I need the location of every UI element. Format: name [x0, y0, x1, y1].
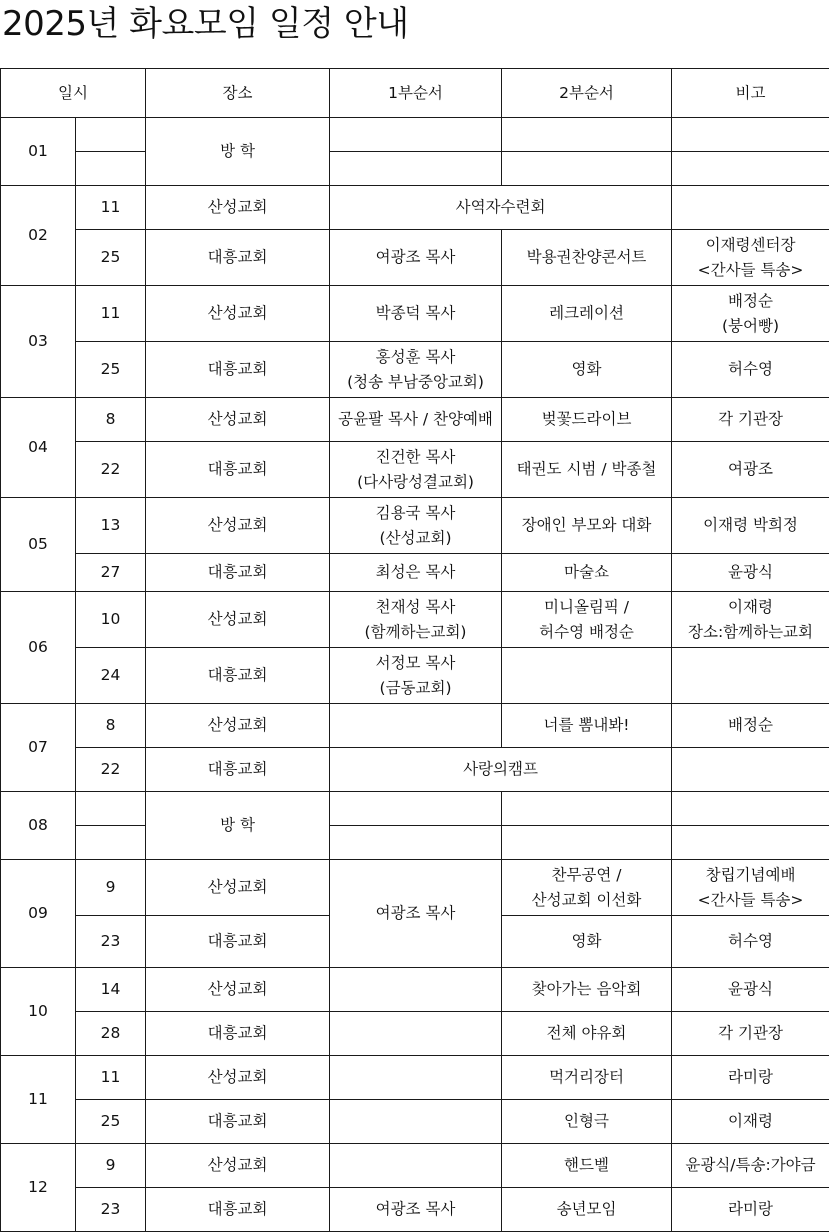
month-cell: 11 — [1, 1056, 76, 1144]
month-cell: 01 — [1, 118, 76, 186]
order2-cell-line: 송년모임 — [502, 1197, 671, 1222]
day-cell: 25 — [76, 1100, 146, 1144]
note-cell-line: 배정순 — [672, 713, 829, 738]
order1-cell-line: 서정모 목사 — [330, 651, 501, 676]
order2-cell-line: 장애인 부모와 대화 — [502, 513, 671, 538]
order2-cell — [502, 860, 672, 916]
order1-cell-line: (청송 부남중앙교회) — [330, 370, 501, 395]
page-title: 2025년 화요모임 일정 안내 — [2, 2, 409, 46]
place-cell: 대흥교회 — [146, 554, 330, 592]
note-cell-line: 이재령 박희정 — [672, 513, 829, 538]
table-row — [1, 792, 829, 826]
order1-cell — [330, 648, 502, 704]
order1-cell-line: 박종덕 목사 — [330, 301, 501, 326]
table-row — [1, 554, 829, 592]
order1-cell-line: 천재성 목사 — [330, 595, 501, 620]
order2-cell — [502, 648, 672, 704]
order2-cell-line: 찾아가는 음악회 — [502, 977, 671, 1002]
vacation-cell: 방 학 — [146, 118, 330, 186]
note-cell — [672, 1188, 829, 1232]
place-cell: 산성교회 — [146, 860, 330, 916]
month-cell: 06 — [1, 592, 76, 704]
schedule-table — [0, 68, 829, 1232]
order1-cell — [330, 286, 502, 342]
note-cell — [672, 792, 829, 826]
table-row — [1, 286, 829, 342]
merged-program-cell: 사랑의캠프 — [330, 748, 672, 792]
note-cell-line: 윤광식/특송:가야금 — [672, 1153, 829, 1178]
note-cell-line: <간사들 특송> — [672, 258, 829, 283]
place-cell: 대흥교회 — [146, 648, 330, 704]
day-cell — [76, 792, 146, 826]
day-cell: 9 — [76, 1144, 146, 1188]
order2-cell-line: 찬무공연 / — [502, 863, 671, 888]
note-cell — [672, 1144, 829, 1188]
order2-cell — [502, 342, 672, 398]
order2-cell-line: 너를 뽐내봐! — [502, 713, 671, 738]
order2-cell — [502, 916, 672, 968]
order1-cell-line: 최성은 목사 — [330, 560, 501, 585]
note-cell — [672, 230, 829, 286]
day-cell: 22 — [76, 748, 146, 792]
order2-cell — [502, 230, 672, 286]
note-cell — [672, 398, 829, 442]
table-row — [1, 1056, 829, 1100]
table-row — [1, 152, 829, 186]
note-cell — [672, 748, 829, 792]
order1-cell — [330, 398, 502, 442]
table-row — [1, 648, 829, 704]
order2-cell — [502, 1144, 672, 1188]
day-cell: 24 — [76, 648, 146, 704]
header-row — [1, 69, 829, 118]
table-row — [1, 1012, 829, 1056]
day-cell: 27 — [76, 554, 146, 592]
order1-cell-line: 여광조 목사 — [330, 245, 501, 270]
table-row — [1, 498, 829, 554]
note-cell-line: 장소:함께하는교회 — [672, 620, 829, 645]
order2-cell-line: 산성교회 이선화 — [502, 888, 671, 913]
note-cell-line: 배정순 — [672, 289, 829, 314]
order2-cell-line: 벚꽃드라이브 — [502, 407, 671, 432]
month-cell: 09 — [1, 860, 76, 968]
order2-cell-line: 마술쇼 — [502, 560, 671, 585]
table-row — [1, 968, 829, 1012]
order2-cell-line: 영화 — [502, 357, 671, 382]
day-cell — [76, 118, 146, 152]
day-cell: 14 — [76, 968, 146, 1012]
day-cell: 25 — [76, 342, 146, 398]
note-cell — [672, 592, 829, 648]
order1-cell-line: 여광조 목사 — [330, 901, 501, 926]
month-cell: 05 — [1, 498, 76, 592]
day-cell: 23 — [76, 1188, 146, 1232]
merged-program-cell: 사역자수련회 — [330, 186, 672, 230]
order2-cell — [502, 1100, 672, 1144]
order1-cell-line: 여광조 목사 — [330, 1197, 501, 1222]
order1-cell — [330, 968, 502, 1012]
place-cell: 대흥교회 — [146, 442, 330, 498]
order1-cell-line: (함께하는교회) — [330, 620, 501, 645]
order1-cell — [330, 1144, 502, 1188]
order1-cell-line: 홍성훈 목사 — [330, 345, 501, 370]
place-cell: 산성교회 — [146, 398, 330, 442]
day-cell: 11 — [76, 286, 146, 342]
note-cell — [672, 554, 829, 592]
day-cell: 23 — [76, 916, 146, 968]
order2-cell — [502, 498, 672, 554]
order1-cell-line: 공윤팔 목사 / 찬양예배 — [330, 407, 501, 432]
place-cell: 산성교회 — [146, 704, 330, 748]
month-cell: 10 — [1, 968, 76, 1056]
note-cell-line: 이재령 — [672, 595, 829, 620]
month-cell: 07 — [1, 704, 76, 792]
place-cell: 산성교회 — [146, 1144, 330, 1188]
order2-cell — [502, 118, 672, 152]
table-row — [1, 118, 829, 152]
table-row — [1, 748, 829, 792]
order1-cell-line: (금동교회) — [330, 676, 501, 701]
day-cell: 8 — [76, 398, 146, 442]
order2-cell — [502, 152, 672, 186]
note-cell-line: 이재령센터장 — [672, 233, 829, 258]
day-cell — [76, 826, 146, 860]
note-cell-line: 라미랑 — [672, 1065, 829, 1090]
table-row — [1, 704, 829, 748]
note-cell — [672, 152, 829, 186]
note-cell-line: 윤광식 — [672, 560, 829, 585]
order2-cell-line: 전체 야유회 — [502, 1021, 671, 1046]
order2-cell-line: 레크레이션 — [502, 301, 671, 326]
place-cell: 대흥교회 — [146, 1012, 330, 1056]
table-row — [1, 1100, 829, 1144]
order2-cell — [502, 398, 672, 442]
note-cell — [672, 442, 829, 498]
order1-cell-line: (산성교회) — [330, 526, 501, 551]
note-cell — [672, 186, 829, 230]
note-cell — [672, 1056, 829, 1100]
note-cell-line: 창립기념예배 — [672, 863, 829, 888]
order2-cell — [502, 592, 672, 648]
place-cell: 대흥교회 — [146, 916, 330, 968]
order2-cell-line: 태권도 시범 / 박종철 — [502, 457, 671, 482]
order2-cell — [502, 968, 672, 1012]
table-row — [1, 826, 829, 860]
day-cell: 11 — [76, 186, 146, 230]
order1-cell — [330, 826, 502, 860]
day-cell: 10 — [76, 592, 146, 648]
order2-cell-line: 미니올림픽 / — [502, 595, 671, 620]
note-cell — [672, 860, 829, 916]
note-cell — [672, 118, 829, 152]
note-cell-line: (붕어빵) — [672, 314, 829, 339]
order1-cell — [330, 1100, 502, 1144]
note-cell-line: 각 기관장 — [672, 407, 829, 432]
order2-cell-line: 핸드벨 — [502, 1153, 671, 1178]
order1-cell — [330, 1056, 502, 1100]
place-cell: 대흥교회 — [146, 342, 330, 398]
day-cell — [76, 152, 146, 186]
month-cell: 12 — [1, 1144, 76, 1232]
table-row — [1, 186, 829, 230]
day-cell: 13 — [76, 498, 146, 554]
day-cell: 22 — [76, 442, 146, 498]
schedule-body — [1, 118, 829, 1232]
order2-cell — [502, 792, 672, 826]
table-row — [1, 398, 829, 442]
place-cell: 산성교회 — [146, 1056, 330, 1100]
order1-cell — [330, 1012, 502, 1056]
place-cell: 대흥교회 — [146, 748, 330, 792]
order1-cell — [330, 230, 502, 286]
order2-cell — [502, 826, 672, 860]
note-cell — [672, 704, 829, 748]
order2-cell — [502, 286, 672, 342]
order2-cell-line: 박용권찬양콘서트 — [502, 245, 671, 270]
place-cell: 산성교회 — [146, 286, 330, 342]
month-cell: 04 — [1, 398, 76, 498]
vacation-cell: 방 학 — [146, 792, 330, 860]
table-row — [1, 860, 829, 916]
month-cell: 03 — [1, 286, 76, 398]
month-cell: 02 — [1, 186, 76, 286]
note-cell-line: 이재령 — [672, 1109, 829, 1134]
order1-cell — [330, 118, 502, 152]
order1-cell — [330, 792, 502, 826]
note-cell — [672, 286, 829, 342]
note-cell-line: 윤광식 — [672, 977, 829, 1002]
table-row — [1, 230, 829, 286]
place-cell: 산성교회 — [146, 592, 330, 648]
note-cell-line: <간사들 특송> — [672, 888, 829, 913]
order1-cell — [330, 860, 502, 968]
place-cell: 산성교회 — [146, 968, 330, 1012]
place-cell: 대흥교회 — [146, 1100, 330, 1144]
order2-cell — [502, 1056, 672, 1100]
order1-cell — [330, 704, 502, 748]
order2-cell-line: 인형극 — [502, 1109, 671, 1134]
note-cell-line: 허수영 — [672, 929, 829, 954]
order2-cell — [502, 442, 672, 498]
note-cell-line: 허수영 — [672, 357, 829, 382]
order1-cell — [330, 442, 502, 498]
order2-cell — [502, 704, 672, 748]
note-cell — [672, 916, 829, 968]
note-cell — [672, 826, 829, 860]
note-cell — [672, 1100, 829, 1144]
day-cell: 8 — [76, 704, 146, 748]
header-order2: 2부순서 — [502, 69, 672, 118]
note-cell-line: 라미랑 — [672, 1197, 829, 1222]
order1-cell — [330, 554, 502, 592]
note-cell — [672, 342, 829, 398]
note-cell — [672, 968, 829, 1012]
place-cell: 산성교회 — [146, 498, 330, 554]
header-datetime: 일시 — [1, 69, 146, 118]
order1-cell — [330, 592, 502, 648]
place-cell: 대흥교회 — [146, 1188, 330, 1232]
order2-cell — [502, 1188, 672, 1232]
day-cell: 9 — [76, 860, 146, 916]
order2-cell-line: 영화 — [502, 929, 671, 954]
table-row — [1, 1144, 829, 1188]
order1-cell-line: 진건한 목사 — [330, 445, 501, 470]
order1-cell — [330, 342, 502, 398]
note-cell-line: 각 기관장 — [672, 1021, 829, 1046]
month-cell: 08 — [1, 792, 76, 860]
order1-cell-line: (다사랑성결교회) — [330, 470, 501, 495]
place-cell: 산성교회 — [146, 186, 330, 230]
header-note: 비고 — [672, 69, 829, 118]
table-row — [1, 1188, 829, 1232]
order1-cell — [330, 152, 502, 186]
note-cell — [672, 1012, 829, 1056]
order2-cell — [502, 1012, 672, 1056]
order2-cell — [502, 554, 672, 592]
day-cell: 11 — [76, 1056, 146, 1100]
table-row — [1, 442, 829, 498]
table-row — [1, 342, 829, 398]
order1-cell — [330, 1188, 502, 1232]
order1-cell — [330, 498, 502, 554]
note-cell — [672, 498, 829, 554]
note-cell-line: 여광조 — [672, 457, 829, 482]
header-place: 장소 — [146, 69, 330, 118]
day-cell: 25 — [76, 230, 146, 286]
header-order1: 1부순서 — [330, 69, 502, 118]
place-cell: 대흥교회 — [146, 230, 330, 286]
table-row — [1, 592, 829, 648]
day-cell: 28 — [76, 1012, 146, 1056]
note-cell — [672, 648, 829, 704]
order2-cell-line: 먹거리장터 — [502, 1065, 671, 1090]
order2-cell-line: 허수영 배정순 — [502, 620, 671, 645]
order1-cell-line: 김용국 목사 — [330, 501, 501, 526]
